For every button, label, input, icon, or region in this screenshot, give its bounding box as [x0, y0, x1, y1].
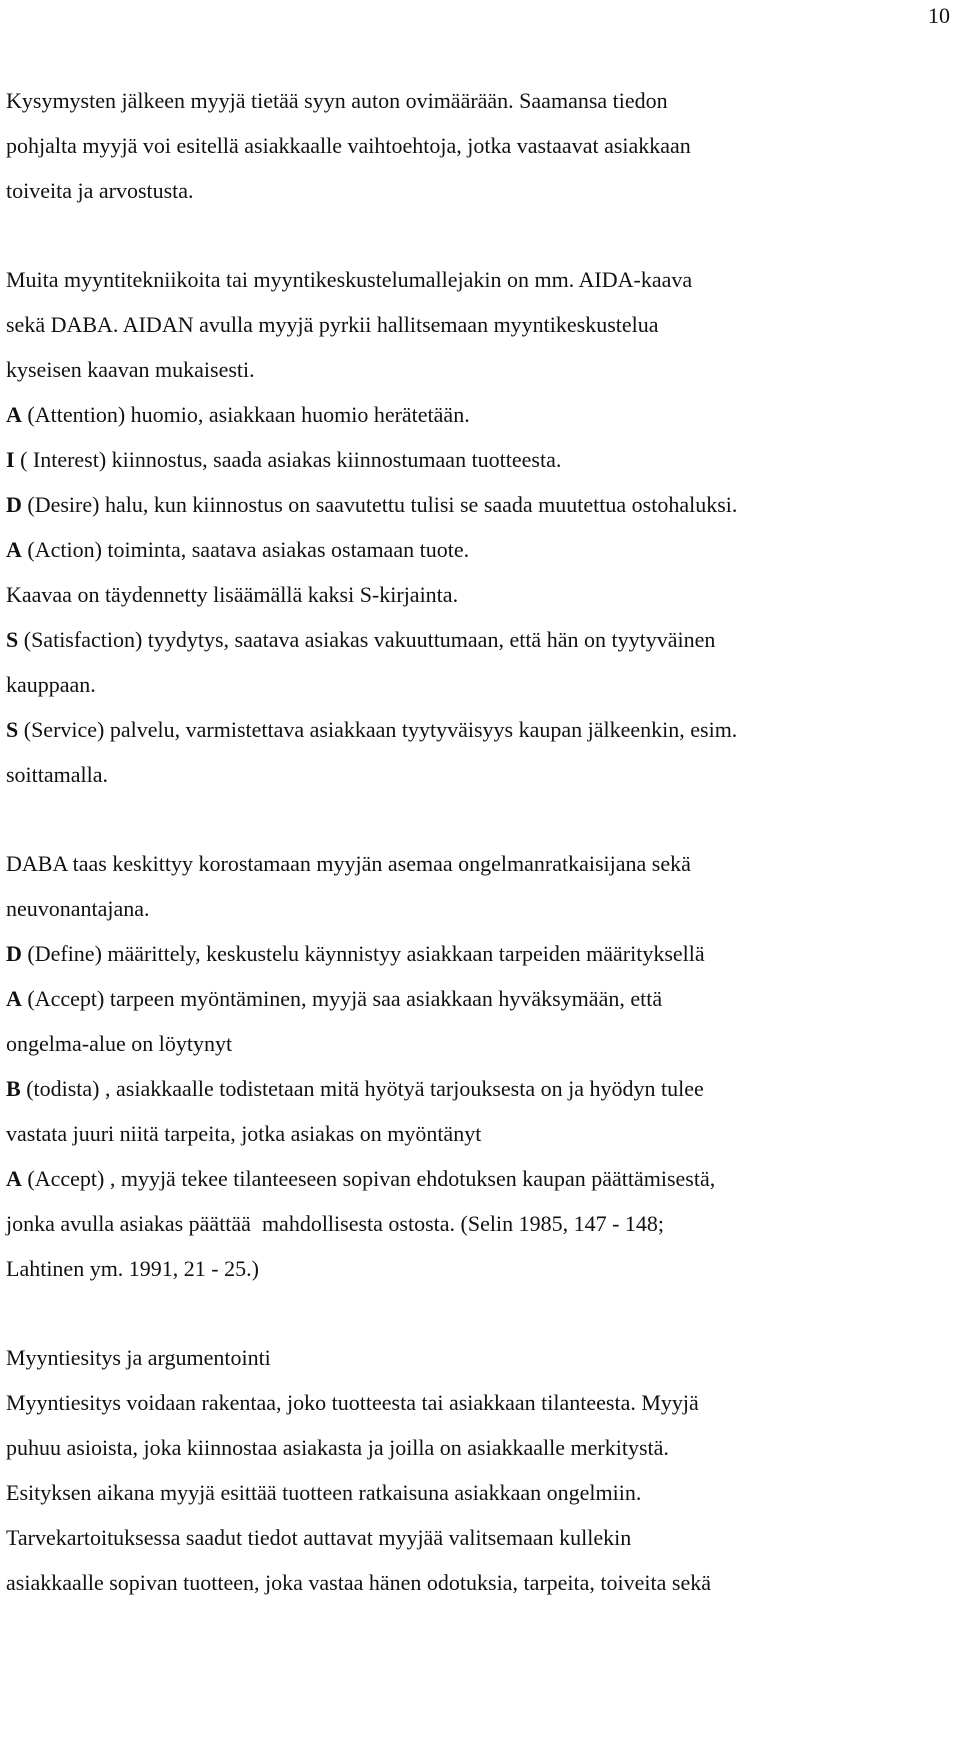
text-line	[6, 123, 946, 168]
acronym-letter: D	[6, 941, 22, 966]
text-line	[6, 976, 946, 1021]
acronym-letter: S	[6, 717, 19, 742]
line-text: (Attention) huomio, asiakkaan huomio herätetään.	[21, 402, 470, 427]
line-text: asiakkaalle sopivan tuotteen, joka vastaa hänen odotuksia, tarpeita, toiveita sekä	[6, 1570, 711, 1595]
text-line	[6, 1021, 946, 1066]
line-text: (Desire) halu, kun kiinnostus on saavutettu tulisi se saada muutettua ostohaluksi.	[21, 492, 738, 517]
text-line	[6, 1515, 946, 1560]
text-line	[6, 1335, 946, 1380]
text-line	[6, 1066, 946, 1111]
text-line	[6, 1560, 946, 1605]
text-line	[6, 572, 946, 617]
text-line	[6, 707, 946, 752]
text-line	[6, 1470, 946, 1515]
text-line	[6, 1246, 946, 1291]
line-text: kyseisen kaavan mukaisesti.	[6, 357, 255, 382]
text-line	[6, 662, 946, 707]
text-line	[6, 931, 946, 976]
line-text: Myyntiesitys voidaan rakentaa, joko tuotteesta tai asiakkaan tilanteesta. Myyjä	[6, 1390, 699, 1415]
document-body	[6, 78, 946, 1605]
text-line	[6, 347, 946, 392]
text-line	[6, 1201, 946, 1246]
line-text: (Define) määrittely, keskustelu käynnistyy asiakkaan tarpeiden määrityksellä	[21, 941, 705, 966]
text-line	[6, 437, 946, 482]
text-line	[6, 1425, 946, 1470]
acronym-letter: S	[6, 627, 19, 652]
text-line	[6, 78, 946, 123]
line-text: (Accept) tarpeen myöntäminen, myyjä saa asiakkaan hyväksymään, että	[21, 986, 663, 1011]
text-line	[6, 1111, 946, 1156]
line-text: neuvonantajana.	[6, 896, 150, 921]
line-text: (Accept) , myyjä tekee tilanteeseen sopivan ehdotuksen kaupan päättämisestä,	[21, 1166, 716, 1191]
text-line	[6, 1156, 946, 1201]
line-text: Muita myyntitekniikoita tai myyntikeskustelumallejakin on mm. AIDA-kaava	[6, 267, 693, 292]
line-text: Kysymysten jälkeen myyjä tietää syyn auton ovimäärään. Saamansa tiedon	[6, 88, 668, 113]
line-text: (Satisfaction) tyydytys, saatava asiakas vakuuttumaan, että hän on tyytyväinen	[18, 627, 716, 652]
text-line	[6, 302, 946, 347]
line-text: vastata juuri niitä tarpeita, jotka asiakas on myöntänyt	[6, 1121, 482, 1146]
line-text: ( Interest) kiinnostus, saada asiakas kiinnostumaan tuotteesta.	[14, 447, 562, 472]
line-text: Myyntiesitys ja argumentointi	[6, 1345, 271, 1370]
acronym-letter: A	[6, 402, 22, 427]
line-text: soittamalla.	[6, 762, 109, 787]
line-text: ongelma-alue on löytynyt	[6, 1031, 233, 1056]
text-line	[6, 482, 946, 527]
line-text: sekä DABA. AIDAN avulla myyjä pyrkii hallitsemaan myyntikeskustelua	[6, 312, 659, 337]
acronym-letter: A	[6, 986, 22, 1011]
line-text: kauppaan.	[6, 672, 96, 697]
line-text: Kaavaa on täydennetty lisäämällä kaksi S-kirjainta.	[6, 582, 459, 607]
acronym-letter: A	[6, 1166, 22, 1191]
text-line	[6, 752, 946, 797]
page-number: 10	[928, 3, 950, 28]
line-text: Esityksen aikana myyjä esittää tuotteen ratkaisuna asiakkaan ongelmiin.	[6, 1480, 642, 1505]
line-text: jonka avulla asiakas päättää mahdollisesta ostosta. (Selin 1985, 147 - 148;	[6, 1211, 665, 1236]
text-line	[6, 392, 946, 437]
line-text: toiveita ja arvostusta.	[6, 178, 194, 203]
text-line	[6, 1380, 946, 1425]
text-line	[6, 527, 946, 572]
line-text: Lahtinen ym. 1991, 21 - 25.)	[6, 1256, 259, 1281]
line-text: puhuu asioista, joka kiinnostaa asiakasta ja joilla on asiakkaalle merkitystä.	[6, 1435, 669, 1460]
text-line	[6, 841, 946, 886]
line-text: (Action) toiminta, saatava asiakas ostamaan tuote.	[21, 537, 470, 562]
text-line	[6, 168, 946, 213]
text-line	[6, 617, 946, 662]
line-text: DABA taas keskittyy korostamaan myyjän asemaa ongelmanratkaisijana sekä	[6, 851, 691, 876]
acronym-letter: D	[6, 492, 22, 517]
text-line	[6, 257, 946, 302]
acronym-letter: A	[6, 537, 22, 562]
line-text: Tarvekartoituksessa saadut tiedot auttavat myyjää valitsemaan kullekin	[6, 1525, 632, 1550]
acronym-letter: I	[6, 447, 15, 472]
line-text: pohjalta myyjä voi esitellä asiakkaalle vaihtoehtoja, jotka vastaavat asiakkaan	[6, 133, 691, 158]
line-text: (todista) , asiakkaalle todistetaan mitä hyötyä tarjouksesta on ja hyödyn tulee	[20, 1076, 704, 1101]
acronym-letter: B	[6, 1076, 21, 1101]
line-text: (Service) palvelu, varmistettava asiakkaan tyytyväisyys kaupan jälkeenkin, esim.	[18, 717, 738, 742]
text-line	[6, 886, 946, 931]
